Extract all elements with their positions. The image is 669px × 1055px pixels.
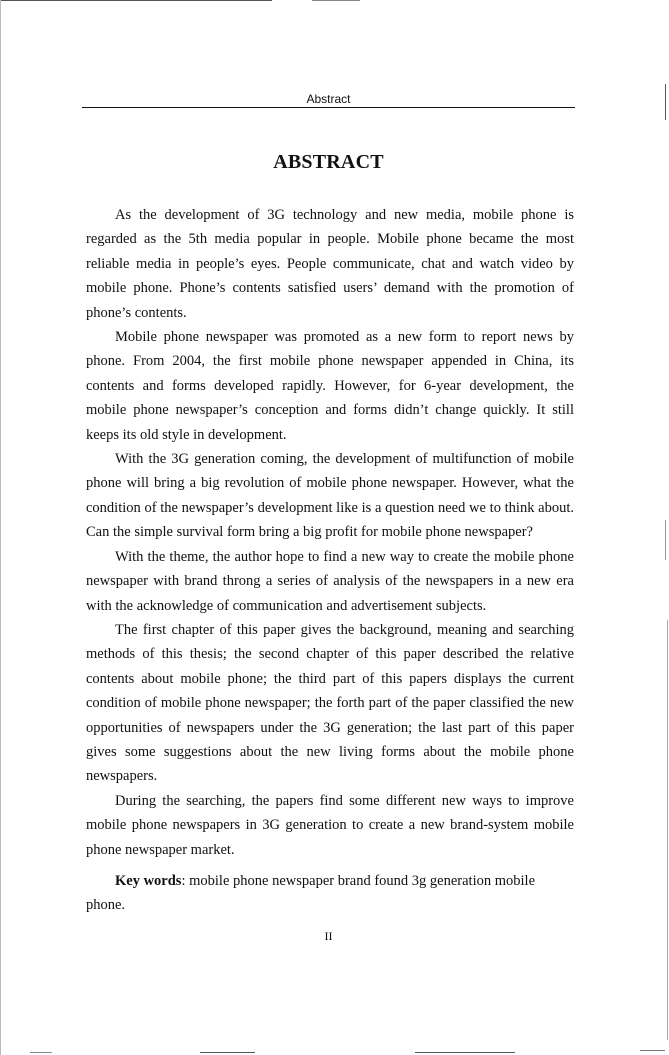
keywords-label: Key words: [115, 873, 182, 889]
scan-artifact-right-edge-1: [665, 84, 666, 120]
paragraph: During the searching, the papers find some different new ways to improve mobile phone newspapers in 3G generation to create a new brand-system mobile phone newspaper market.: [86, 792, 574, 858]
scan-artifact-bottom-4: [640, 1050, 665, 1051]
paragraph: With the theme, the author hope to find a new way to create the mobile phone newspaper with brand throng a series of analysis of the newspapers in a new era with the acknowledge of communication and advertisement subjects.: [86, 548, 574, 614]
scan-artifact-bottom-1: [30, 1052, 52, 1053]
scan-artifact-top-right: [312, 0, 360, 1]
keywords-text: mobile phone newspaper brand found 3g generation mobile phone.: [86, 873, 536, 913]
page-number: II: [324, 929, 333, 943]
scan-artifact-right-edge-2: [665, 520, 666, 560]
scan-artifact-left-edge: [0, 0, 1, 1055]
running-header: Abstract: [306, 92, 351, 106]
paragraph: As the development of 3G technology and new media, mobile phone is regarded as the 5th media popular in people. Mobile phone became the most reliable media in people’s eyes. People communicate, chat and watch video by mobile phone. Phone’s contents satisfied users’ demand with the promotion of phone’s contents.: [86, 207, 574, 321]
scan-artifact-right-edge-3: [667, 620, 668, 1040]
keywords-separator: :: [181, 873, 186, 889]
paragraph: Mobile phone newspaper was promoted as a new form to report news by phone. From 2004, the first mobile phone newspaper appended in China, its contents and forms developed rapidly. However, for 6-year development, the mobile phone newspaper’s conception and forms didn’t change quickly. It still keeps its old style in development.: [86, 329, 574, 443]
scan-artifact-bottom-3: [415, 1052, 515, 1053]
header-rule: [82, 107, 575, 108]
paragraph: With the 3G generation coming, the development of multifunction of mobile phone will bring a big revolution of mobile phone newspaper. However, what the condition of the newspaper’s development like is a question need we to think about. Can the simple survival form bring a big profit for mobile phone newspaper?: [86, 451, 574, 541]
scan-artifact-bottom-2: [200, 1052, 255, 1053]
page-title: ABSTRACT: [273, 151, 384, 173]
scan-artifact-top-left: [0, 0, 272, 1]
paragraph: The first chapter of this paper gives the background, meaning and searching methods of this thesis; the second chapter of this paper described the relative contents about mobile phone; the third part of this papers displays the current condition of mobile phone newspaper; the forth part of the paper classified the new opportunities of newspapers under the 3G generation; the last part of this paper gives some suggestions about the new living forms about the mobile phone newspapers.: [86, 621, 574, 785]
abstract-body: [86, 203, 574, 862]
keywords-line: [86, 869, 574, 917]
